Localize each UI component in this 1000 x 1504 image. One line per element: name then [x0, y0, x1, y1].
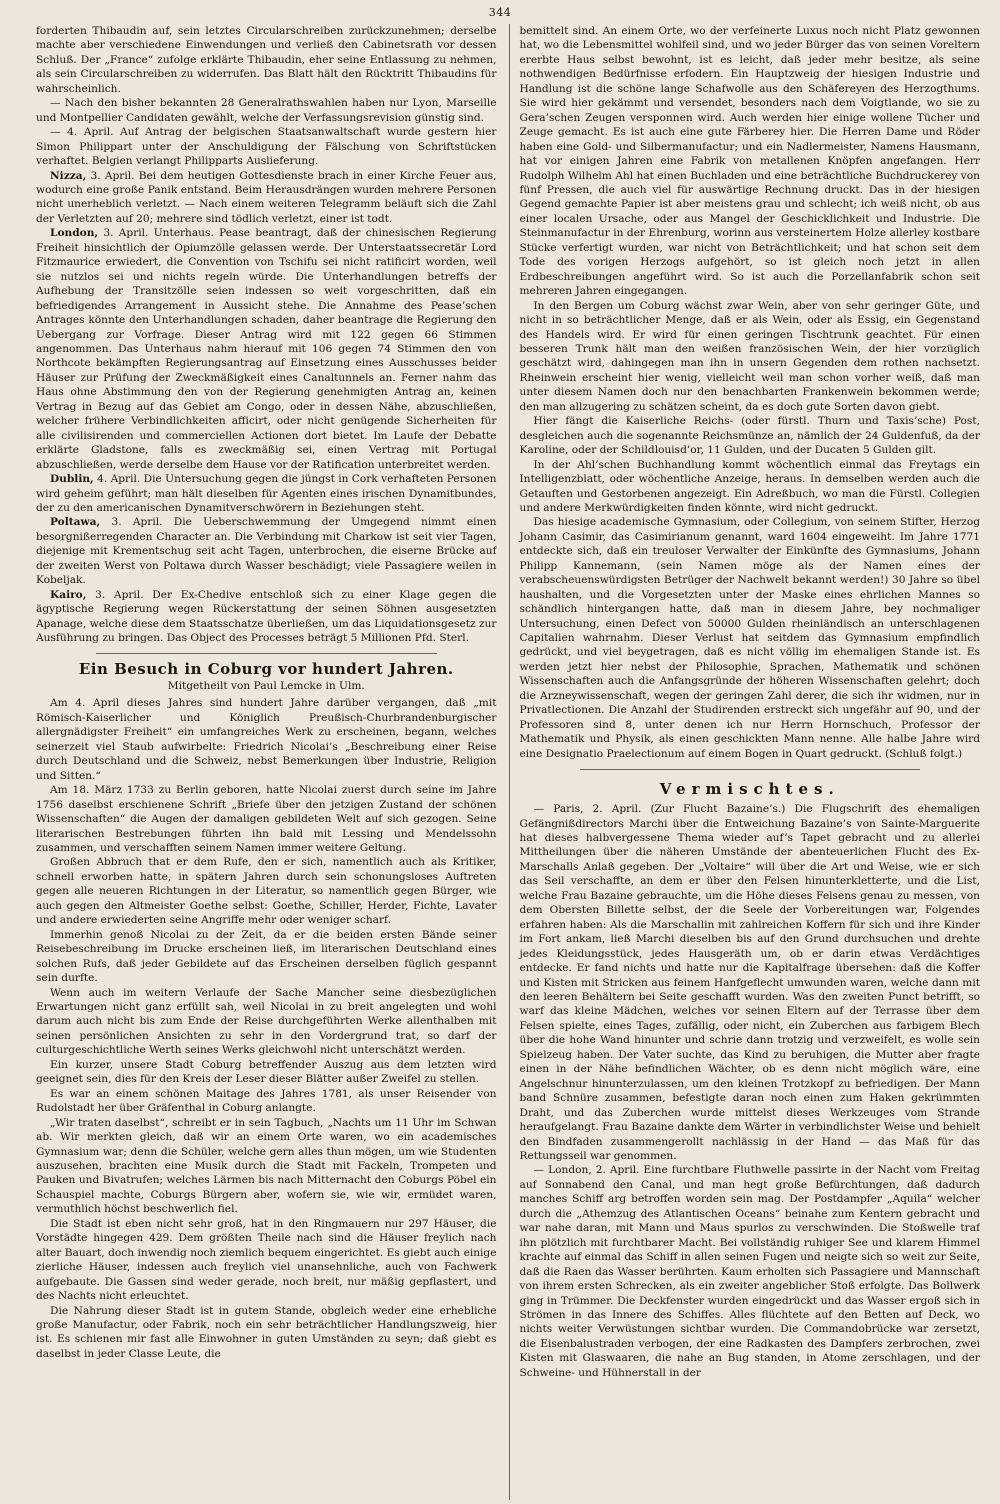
news-text: 3. April. Die Ueberschwemmung der Umgegend nimmt einen besorgnißerregenden Character an. Die Verbindung mit Charkow ist seit vier Tagen, diejenige mit Krementschug seit acht Tagen, unterbrochen, die eiserne Brücke auf der zweiten Werst von Poltawa durch Wasser beschädigt; viele Passagiere weilen in Kobeljak. — [36, 516, 497, 587]
paragraph: In den Bergen um Coburg wächst zwar Wein, aber von sehr geringer Güte, und nicht in so beträchtlicher Menge, daß er als Wein, oder als Essig, ein Gegenstand des Handels wird. Er wird für einen geringen Tischtrunk geachtet. Für einen besseren Trunk hält man den weißen französischen Wein, der hier vorzüglich geschätzt wird, dahingegen man ihn in unsern Gegenden dem rothen nachsetzt. Rheinwein erscheint hier wenig, vielleicht weil man schon vorher weiß, daß man unter diesem Namen doch nur den benachbarten Frankenwein bekommen werde; den man allzugering zu schätzen scheint, da es doch gute Sorten davon giebt. — [519, 299, 980, 413]
paragraph: Immerhin genoß Nicolai zu der Zeit, da er die beiden ersten Bände seiner Reisebeschreibung im Drucke erscheinen ließ, im literarischen Deutschland eines solchen Rufs, daß jeder Gebildete auf das Erscheinen derselben füglich gespannt sein durfte. — [36, 928, 497, 985]
paragraph: Wenn auch im weitern Verlaufe der Sache Mancher seine diesbezüglichen Erwartungen nicht ganz erfüllt sah, weil Nicolai in zu breit angelegten und wohl darum auch nicht bis zum Ende der Reise durchgeführten Werke allenthalben mit seinen persönlichen Ansichten zu sehr in den Vordergrund trat, so darf der culturgeschichtliche Werth seines Werks gleichwohl nicht unterschätzt werden. — [36, 986, 497, 1057]
paragraph: Großen Abbruch that er dem Rufe, den er sich, namentlich auch als Kritiker, schnell erworben hatte, in spätern Jahren durch sein schonungsloses Auftreten gegen alle neueren Richtungen in der Literatur, so namentlich gegen Bürger, wie auch gegen den Altmeister Goethe selbst: Goethe, Schiller, Herder, Fichte, Lavater und andere erwiederten seine Angriffe mehr oder weniger scharf. — [36, 856, 497, 927]
paragraph: Am 18. März 1733 zu Berlin geboren, hatte Nicolai zuerst durch seine im Jahre 1756 daselbst erschienene Schrift „Briefe über den jetzigen Zustand der schönen Wissenschaften“ die Augen der damaligen gebildeten Welt auf sich gezogen. Seine literarischen Bestrebungen führten ihn bald mit Lessing und Mendelssohn zusammen, und verschafften seinem Namen immer weitere Geltung. — [36, 784, 497, 855]
paragraph: Am 4. April dieses Jahres sind hundert Jahre darüber vergangen, daß „mit Römisch-Kaiserlicher und Königlich Preußisch-Churbrandenburgischer allergnädigster Freiheit“ ein umfangreiches Werk zu erscheinen, begann, welches seinerzeit viel Staub aufwirbelte: Friedrich Nicolai’s „Beschreibung einer Reise durch Deutschland und die Schweiz, nebst Bemerkungen über Industrie, Religion und Sitten.“ — [36, 697, 497, 782]
paragraph: In der Ahl’schen Buchhandlung kommt wöchentlich einmal das Freytags ein Intelligenzblatt, oder wöchentliche Anzeige, heraus. In demselben werden auch die Getauften und Gestorbenen angezeigt. Ein Adreßbuch, wo man die Fürstl. Collegien und andere Merkwürdigkeiten finden könnte, wird nicht gedruckt. — [519, 458, 980, 514]
paragraph: Das hiesige academische Gymnasium, oder Collegium, von seinem Stifter, Herzog Johann Casimir, das Casimirianum genannt, ward 1604 eingeweiht. Im Jahre 1771 entdeckte sich, daß ein treuloser Verwalter der Einkünfte des Gymnasiums, Johann Philipp Kannemann, (sein Namen möge als der Namen eines der verabscheuenswürdigsten Betrüger der Nachwelt bekannt werden!) 30 Jahre so übel haushalten, und die Vorgesetzten unter der Maske eines ehrlichen Mannes so schändlich hintergangen hatte, daß man in diesem Jahre, bey nochmaliger Untersuchung, einen Defect von 50000 Gulden rheinländisch an unterschlagenen Capitalien wahrnahm. Dieser Verlust hat seitdem das Gymnasium empfindlich gedrückt, und viel beygetragen, daß es nicht völlig im ehemaligen Stande ist. Es werden jetzt hier nebst der Philosophie, Sprachen, Mathematik und schönen Wissenschaften auch die Anfangsgründe der höheren Wissenschaften gelehrt; doch die Arzneywissenschaft, wegen der geringen Zahl derer, die sich ihr widmen, nur in Privatlectionen. Die Anzahl der Studirenden erstreckt sich ungefähr auf 90, und der Professoren sind 8, unter denen ich nur Herrn Hornschuch, Professor der Mathematik und Physik, als einen geschickten Mann nenne. Alle halbe Jahre wird eine Designatio Praelectionum auf einem Bogen in Quart gedruckt. (Schluß folgt.) — [519, 516, 980, 760]
page-number: 344 — [488, 6, 512, 19]
dateline-place: London, — [50, 227, 99, 240]
news-item — [36, 169, 497, 227]
dateline-place: Nizza, — [50, 169, 87, 182]
paragraph: Die Stadt ist eben nicht sehr groß, hat in den Ringmauern nur 297 Häuser, die Vorstädte hingegen 429. Dem größten Theile nach sind die Häuser freylich nach alter Bauart, doch inwendig noch ziemlich bequem eingerichtet. Es giebt auch einige zierliche Häuser, indessen auch freylich viel unansehnliche, auch von Fachwerk aufgebaute. Die Gassen sind weder gerade, noch breit, nur mäßig gepflastert, und des Nachts nicht erleuchtet. — [36, 1217, 497, 1303]
news-text: 3. April. Unterhaus. Pease beantragt, daß der chinesischen Regierung Freiheit hinsichtlich der Opiumzölle gelassen werde. Der Unterstaatssecretär Lord Fitzmaurice erwiedert, die Convention von Tschifu sei nicht ratificirt worden, weil sie nutzlos sei und nichts regeln würde. Die Unterhandlungen betreffs der Aufhebung der Transitzölle seien indessen so weit vorgeschritten, daß ein befriedigendes Arrangement in Aussicht stehe. Die Annahme des Pease’schen Antrages könnte den Unterhandlungen schaden, daher beantrage die Regierung den Uebergang zur Vorfrage. Dieser Antrag wird mit 122 gegen 66 Stimmen angenommen. Das Unterhaus nahm hierauf mit 106 gegen 74 Stimmen den von Northcote bekämpften Regierungsantrag auf Einsetzung eines Ausschusses beider Häuser zur Prüfung der Zweckmäßigkeit eines Canaltunnels an. Ferner nahm das Haus ohne Abstimmung den von der Regierung genehmigten Antrag an, keinen Vertrag in Bezug auf das Gebiet am Congo, oder in dessen Nähe, abzuschließen, welcher frühere Verbindlichkeiten afficirt, oder nicht genügende Sicherheiten für alle civilisirenden und commerciellen Actionen dort bietet. Im Laufe der Debatte erklärte Gladstone, falls es zweckmäßig sei, einen Vertrag mit Portugal abzuschließen, werde derselbe dem Hause vor der Ratification unterbreitet werden. — [36, 227, 497, 471]
news-item — [36, 515, 497, 587]
news-item — [36, 472, 497, 515]
section-divider — [580, 769, 921, 770]
left-column — [36, 24, 497, 1500]
paragraph: bemittelt sind. An einem Orte, wo der verfeinerte Luxus noch nicht Platz gewonnen hat, wo die Lebensmittel wohlfeil sind, und wo jeder Bürger das von seinen Voreltern ererbte Haus selbst bewohnt, ist es leicht, daß jeder mehr besitze, als seine nothwendigen Bedürfnisse erfodern. Ein Hauptzweig der hiesigen Industrie und Handlung ist die schöne lange Schafwolle aus den Schäfereyen des Herzogthums. Sie wird hier gekämmt und versendet, besonders nach dem Voigtlande, wo sie zu Gera’schen Zeugen versponnen wird. Auch werden hier einige wollene Tücher und Zeuge gemacht. Es ist auch eine gute Färberey hier. Die Herren Dame und Röder haben eine Gold- und Silbermanufactur; und ein Nadlermeister, Namens Hausmann, hat vor einigen Jahren eine Fabrik von metallenen Knöpfen angefangen. Herr Rudolph Wilhelm Ahl hat einen Buchladen und eine beträchtliche Buchdruckerey von fünf Pressen, die auch viel für auswärtige Rechnung druckt. Das in der hiesigen Gegend gemachte Papier ist aber meistens grau und schlecht; ich weiß nicht, ob aus einer localen Ursache, oder aus Mangel der Geschicklichkeit und Industrie. Die Steinmanufactur in der Ehrenburg, worinn aus versteinertem Holze allerley kostbare Stücke verfertigt wurden, war nicht von Beträchtlichkeit; und hat schon seit dem Tode des vorigen Herzogs aufgehört, so ist gleich noch jetzt in allen Erdbeschreibungen angeführt wird. So ist auch die Porzellanfabrik schon seit mehreren Jahren eingegangen. — [519, 25, 980, 298]
feuilleton-title: Ein Besuch in Coburg vor hundert Jahren. — [78, 660, 454, 679]
paragraph: „Wir traten daselbst“, schreibt er in sein Tagbuch, „Nachts um 11 Uhr im Schwan ab. Wir merkten gleich, daß wir an einem Orte waren, wo ein academisches Gymnasium war; denn die Schüler, welche gern alles thun mögen, um wie Studenten auszusehen, brachten eine Musik durch die Stadt mit Fackeln, Trompeten und Pauken und Bivatrufen; welches Lärmen bis nach Mitternacht den Coburgs Pöbel ein Schauspiel machte, Coburgs Bürgern aber, wofern sie, wie wir, ermüdet waren, vermuthlich höchst beschwerlich fiel. — [36, 1116, 497, 1216]
right-column — [509, 24, 981, 1500]
section-title-vermischtes: Vermischtes. — [659, 780, 840, 799]
section-divider — [96, 653, 437, 654]
paragraph: Ein kurzer, unsere Stadt Coburg betreffender Auszug aus dem letzten wird geeignet sein, dies für den Kreis der Leser dieser Blätter außer Zweifel zu stellen. — [36, 1058, 497, 1086]
paragraph: forderten Thibaudin auf, sein letztes Circularschreiben zurückzunehmen; derselbe machte aber verschiedene Einwendungen und verließ den Cabinetsrath vor dessen Schluß. Der „France“ zufolge erklärte Thibaudin, eher seine Entlassung zu nehmen, als sein Circularschreiben zu widerrufen. Das Blatt hält den Rücktritt Thibaudins für wahrscheinlich. — [36, 25, 497, 95]
paragraph: — Paris, 2. April. (Zur Flucht Bazaine’s.) Die Flugschrift des ehemaligen Gefängnißdirectors Marchi über die Entweichung Bazaine’s von Sainte-Marguerite hat dieses halbvergessene Thema wieder auf’s Tapet gebracht und zu allerlei Mittheilungen über die näheren Umstände der abenteuerlichen Flucht des Ex-Marschalls Anlaß gegeben. Der „Voltaire“ will über die Art und Weise, wie er sich das Seil verschaffte, an dem er über den Felsen hinunterkletterte, und die List, welche Frau Bazaine gebrauchte, um die Höhe dieses Felsens genau zu messen, von dem Obersten Billette selbst, der die Seele der Vorbereitungen war, Folgendes erfahren haben: Als die Marschallin mit zahlreichen Koffern für sich und ihre Kinder im Fort ankam, ließ Marchi dieselben bis auf den Grund durchsuchen und drehte jedes Kleidungsstück, jedes Hausgeräth um, ob er darin etwas Verdächtiges entdecke. Er fand nichts und hatte nur die Kapitalfrage übersehen: daß die Koffer und Kisten mit Stricken aus feinem Hanfgeflecht umwunden waren, welche dann mit den leeren Behältern bei Seite geschafft wurden. Was den zweiten Punct betrifft, so warf das kleine Mädchen, welches vor seinen Eltern auf der Terrasse über dem Felsen spielte, eines Tages, zufällig, oder nicht, ein Zuberchen aus farbigem Blech über die hohe Wand hinunter und schrie dann trotzig und verzweifelt, es wolle sein Spielzeug haben. Der Vater suchte, das Kind zu beruhigen, die Mutter aber fragte einen in der Nähe befindlichen Wächter, ob es denn nicht möglich wäre, eine Angelschnur hinunterzulassen, um den kleinen Trotzkopf zu befriedigen. Der Mann band Schnüre zusammen, befestigte daran noch einen zum Haken gekrümmten Draht, und das Zuberchen wurde mittelst dieses Werkzeuges vom Strande heraufgelangt. Frau Bazaine dankte dem Wärter in verbindlichster Weise und behielt den Bindfaden zusammengerollt nachlässig in der Hand — das Maß für das Rettungsseil war genommen. — [519, 803, 980, 1162]
paragraph: Die Nahrung dieser Stadt ist in gutem Stande, obgleich weder eine erhebliche große Manufactur, oder Fabrik, noch ein sehr beträchtlicher Handlungszweig, hier ist. Es schienen mir fast alle Einwohner in guten Umständen zu seyn; daß giebt es daselbst in jeder Classe Leute, die — [36, 1304, 497, 1360]
news-text: 4. April. Die Untersuchung gegen die jüngst in Cork verhafteten Personen wird geheim geführt; man hält dieselben für Agenten eines irischen Dynamitbundes, der zu den americanischen Dynamitverschwörern in Beziehungen steht. — [36, 473, 497, 514]
paragraph: — Nach den bisher bekannten 28 Generalrathswahlen haben nur Lyon, Marseille und Montpellier Candidaten gewählt, welche der Verfassungsrevision günstig sind. — [36, 97, 497, 124]
news-item — [36, 588, 497, 646]
columns — [36, 24, 980, 1500]
paragraph: — London, 2. April. Eine furchtbare Fluthwelle passirte in der Nacht vom Freitag auf Sonnabend den Canal, und man hegt große Befürchtungen, daß dadurch manches Schiff arg betroffen worden sein mag. Der Postdampfer „Aquila“ welcher durch die „Athemzug des Atlantischen Oceans“ beinahe zum Kentern gebracht und war nahe daran, mit Mann und Maus spurlos zu verschwinden. Die Stoßwelle traf ihn plötzlich mit furchtbarer Macht. Bei vollständig ruhiger See und klarem Himmel krachte auf einmal das Schiff in allen seinen Fugen und neigte sich so weit zur Seite, daß die Raen das Wasser berührten. Kaum erholten sich Passagiere und Mannschaft von ihrem ersten Schrecken, als ein zweiter angeblicher Stoß erfolgte. Das Bollwerk ging in Trümmer. Die Deckfenster wurden eingedrückt und das Wasser ergoß sich in Strömen in das Innere des Schiffes. Alles flüchtete auf den Betten auf Deck, wo nichts weiter Verwüstungen sichtbar wurden. Die Commandobrücke war zersetzt, die Eisenbalustraden verbogen, der eine Radkasten des Dampfers zerbrochen, zwei Kisten mit Glaswaaren, die nahe an Bug standen, in Atome zerschlagen, und der Schweine- und Hühnerstall in der — [519, 1164, 980, 1379]
news-item — [36, 226, 497, 472]
paragraph: Es war an einem schönen Maitage des Jahres 1781, als unser Reisender von Rudolstadt her über Gräfenthal in Coburg anlangte. — [36, 1087, 497, 1115]
feuilleton-subtitle: Mitgetheilt von Paul Lemcke in Ulm. — [167, 680, 365, 693]
dateline-place: Kairo, — [50, 588, 87, 601]
dateline-place: Poltawa, — [50, 516, 101, 529]
news-text: 3. April. Bei dem heutigen Gottesdienste brach in einer Kirche Feuer aus, wodurch eine große Panik entstand. Beim Herausdrängen wurden mehrere Personen nicht unerheblich verletzt. — Nach einem weiteren Telegramm beläuft sich die Zahl der Verletzten auf 20; mehrere sind tödlich verletzt, einer ist todt. — [36, 169, 497, 225]
news-text: 3. April. Der Ex-Chedive entschloß sich zu einer Klage gegen die ägyptische Regierung wegen Rückerstattung der seinen Söhnen ausgesetzten Apanage, welche diese dem Staatsschatze überließen, um das Liquidationsgesetz zur Ausführung zu bringen. Das Object des Processes beträgt 5 Millionen Pfd. Sterl. — [36, 588, 497, 645]
paragraph: Hier fängt die Kaiserliche Reichs- (oder fürstl. Thurn und Taxis’sche) Post, desgleichen auch die sogenannte Reichsmünze an, nämlich der 24 Guldenfuß, da der Karoline, oder der Schildlouisd’or, 11 Gulden, und der Ducaten 5 Gulden gilt. — [519, 415, 980, 457]
paragraph: — 4. April. Auf Antrag der belgischen Staatsanwaltschaft wurde gestern hier Simon Philippart unter der Anschuldigung der Fälschung von Schriftstücken verhaftet. Belgien verlangt Philipparts Auslieferung. — [36, 126, 497, 168]
dateline-place: Dublin, — [50, 473, 94, 486]
